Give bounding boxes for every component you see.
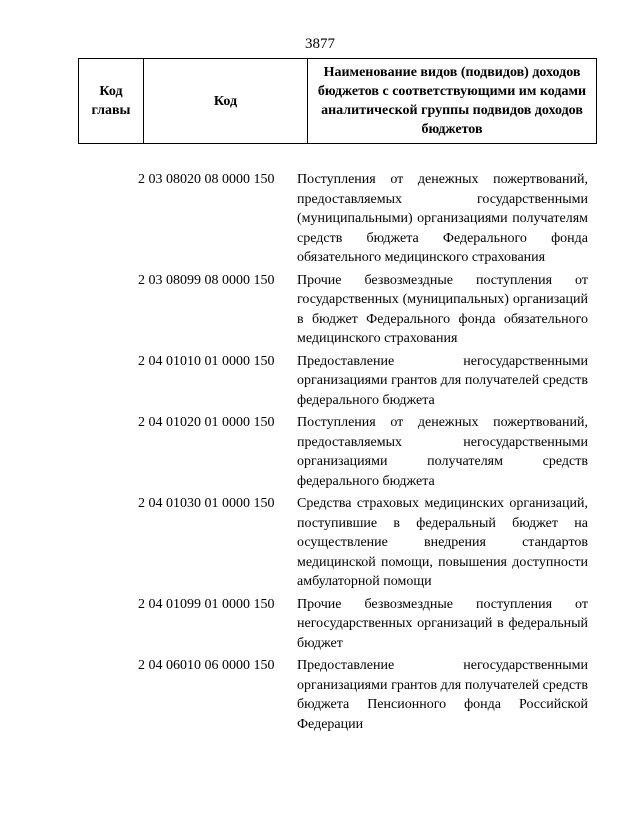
income-description: Средства страховых медицинских организаций, поступившие в федеральный бюджет на осуществление внедрения стандартов медицинской помощи, повышения доступности амбулаторной помощи [297,496,588,589]
table-row [0,494,640,592]
income-description: Поступления от денежных пожертвований, предоставляемых государственными (муниципальными) организациями получателям средств бюджета Федерального фонда обязательного медицинского страхования [297,172,588,265]
table-row [0,352,640,411]
table-row [0,271,640,349]
income-code: 2 03 08099 08 0000 150 [138,272,275,288]
income-code: 2 04 06010 06 0000 150 [138,658,275,673]
table-body [0,170,640,737]
table-row [0,170,640,268]
income-description: Предоставление негосударственными организациями грантов для получателей средств бюджета Пенсионного фонда Российской Федерации [297,658,588,732]
table-row [0,413,640,491]
page-number: 3877 [305,36,335,52]
header-row [79,59,597,144]
table-header [78,58,597,144]
income-description: Прочие безвозмездные поступления от государственных (муниципальных) организаций в бюджет Федерального фонда обязательного медицинского страхования [297,272,588,346]
income-code: 2 04 01010 01 0000 150 [138,353,275,369]
income-code: 2 04 01099 01 0000 150 [138,596,275,612]
income-code: 2 03 08020 08 0000 150 [138,172,275,187]
income-code: 2 04 01030 01 0000 150 [138,496,275,511]
income-description: Прочие безвозмездные поступления от негосударственных организаций в федеральный бюджет [297,596,588,651]
income-description: Поступления от денежных пожертвований, предоставляемых негосударственными организациями получателям средств федерального бюджета [297,415,588,489]
header-chapter-code: Код главы [79,59,144,144]
header-name: Наименование видов (подвидов) доходов бюджетов с соответствующими им кодами аналитической группы подвидов доходов бюджетов [308,59,597,144]
table-row [0,656,640,734]
header-code: Код [144,59,308,144]
table-row [0,595,640,654]
income-code: 2 04 01020 01 0000 150 [138,415,275,430]
income-description: Предоставление негосударственными организациями грантов для получателей средств федерального бюджета [297,353,588,408]
